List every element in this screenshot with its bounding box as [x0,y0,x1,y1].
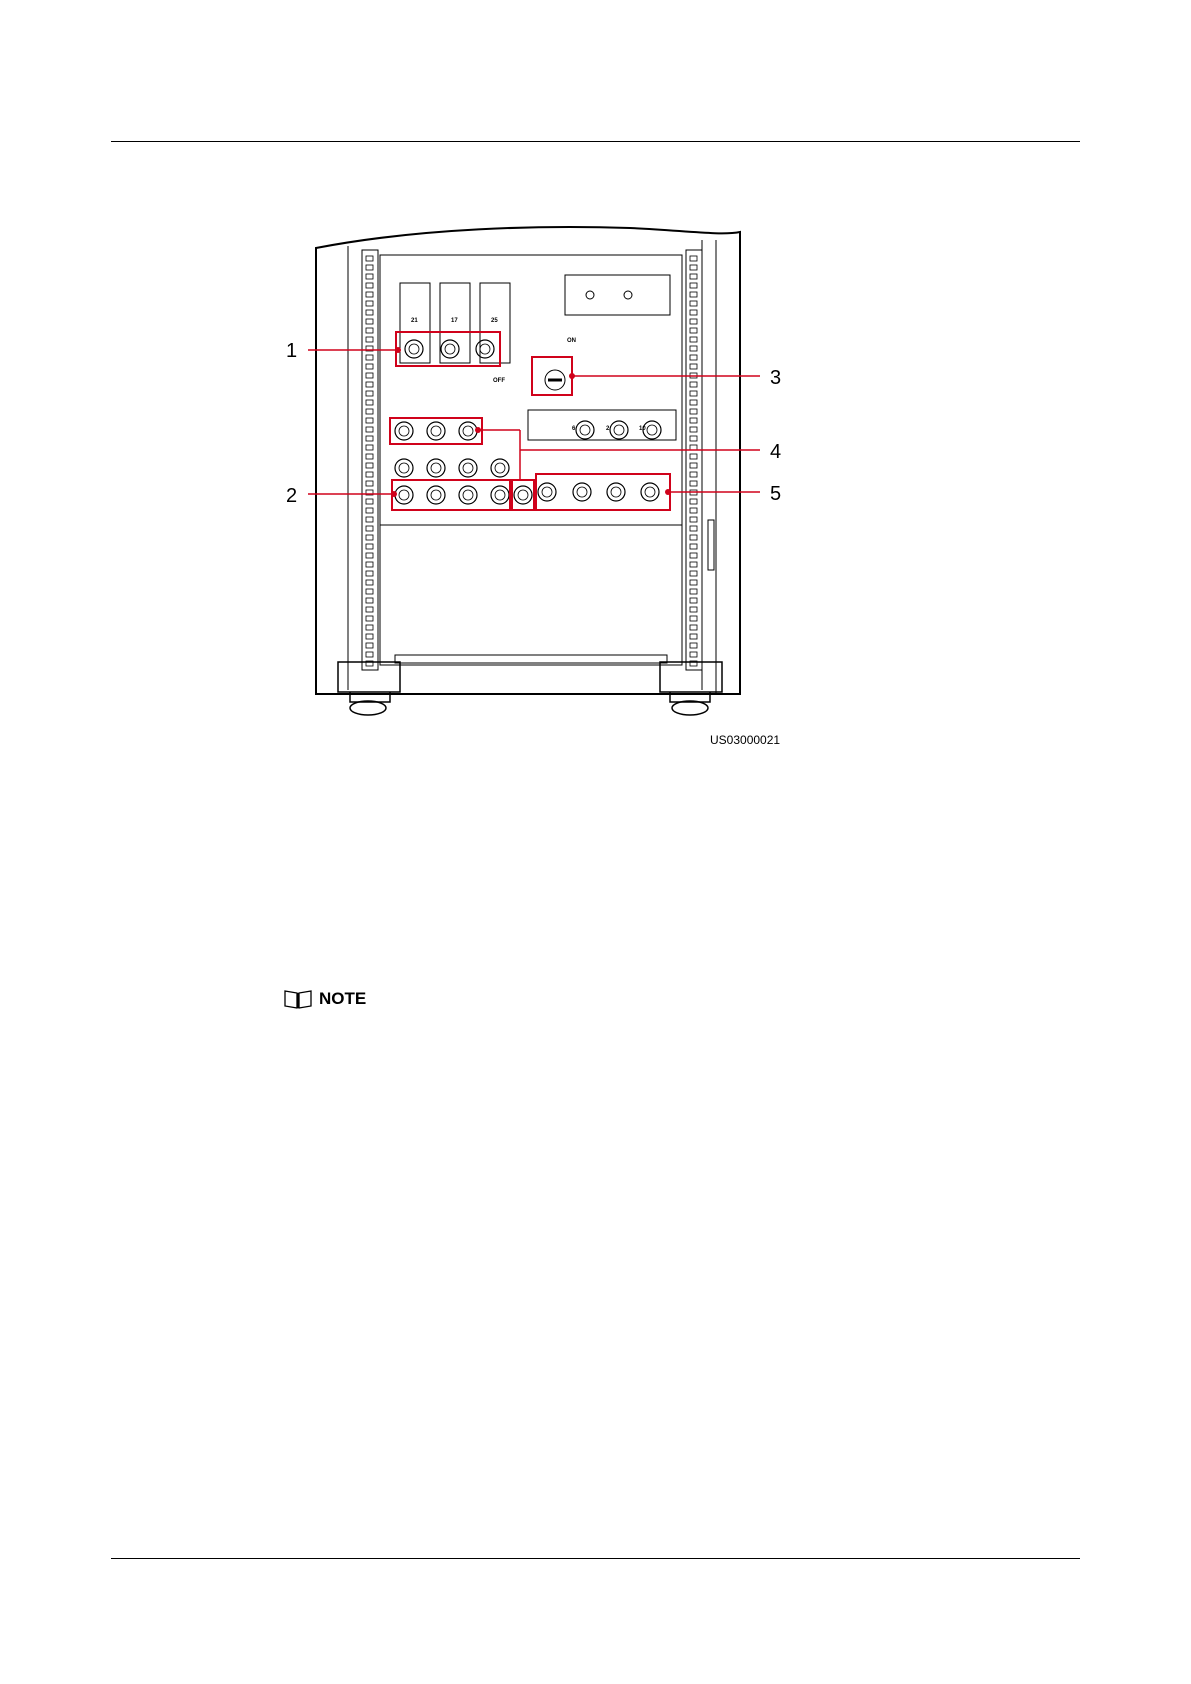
terminal-lug [514,486,532,504]
terminal-lug-bolt [399,490,409,500]
rail-hole [690,346,697,351]
rail-hole [690,292,697,297]
terminal-label: 10 [639,426,646,432]
terminal-lug [576,421,594,439]
base-plate [395,655,667,663]
terminal-lug [491,486,509,504]
terminal-lug [573,483,591,501]
callout-dot [391,491,397,497]
terminal-label: 6 [572,426,576,432]
callout-dot [665,489,671,495]
callout-4: 4 [770,441,782,463]
callout-dot [475,427,481,433]
terminal-lug-bolt [431,463,441,473]
note-label: NOTE [319,989,367,1008]
rail-hole [366,499,373,504]
rail-hole [366,301,373,306]
rail-hole [690,265,697,270]
rail-hole [366,328,373,333]
rail-hole [366,634,373,639]
rail-hole [366,607,373,612]
terminal-lug [607,483,625,501]
rail-hole [366,355,373,360]
rail-hole [690,418,697,423]
terminal-lug-bolt [495,463,505,473]
terminal-lug-bolt [495,490,505,500]
rail-hole [366,364,373,369]
bracket-screw [586,291,594,299]
rail-hole [690,310,697,315]
off-marking: OFF [493,378,505,384]
rail-hole [690,283,697,288]
rail-hole [366,256,373,261]
rail-hole [366,580,373,585]
terminal-label: 2 [606,426,610,432]
terminal-lug-bolt [399,426,409,436]
terminal-lug-bolt [577,487,587,497]
terminal-lug-bolt [542,487,552,497]
door-handle [708,520,714,570]
rail-hole [690,625,697,630]
terminal-lug-bolt [463,426,473,436]
rail-hole [366,283,373,288]
book-icon [283,988,313,1010]
terminal-lug-bolt [611,487,621,497]
terminal-label: 17 [451,318,458,324]
terminal-lug [427,459,445,477]
rail-hole [366,454,373,459]
highlight-box-2 [392,480,510,510]
rail-hole [366,553,373,558]
rail-hole [366,508,373,513]
terminal-lug [491,459,509,477]
terminal-lug-bolt [645,487,655,497]
rail-hole [690,580,697,585]
rail-hole [690,274,697,279]
figure-id: US03000021 [710,733,781,747]
terminal-lug [395,486,413,504]
callout-5: 5 [770,483,782,505]
terminal-lug-bolt [409,344,419,354]
terminal-lug-bolt [580,425,590,435]
rail-hole [690,517,697,522]
rail-hole [366,589,373,594]
rail-hole [690,526,697,531]
terminal-lug-bolt [399,463,409,473]
callout-2: 2 [286,485,298,507]
lower-compartment [380,525,682,665]
rail-hole [690,553,697,558]
rail-hole [690,436,697,441]
rail-hole [366,292,373,297]
terminal-lug-bolt [480,344,490,354]
rail-hole [366,310,373,315]
rail-hole [690,454,697,459]
callout-3: 3 [770,367,782,389]
rail-hole [690,616,697,621]
rail-hole [690,643,697,648]
terminal-lug-bolt [431,426,441,436]
rail-hole [690,409,697,414]
rail-hole [690,508,697,513]
rail-hole [366,544,373,549]
rail-hole [366,472,373,477]
highlight-boxes [390,332,670,510]
rail-hole [366,418,373,423]
highlight-box-1 [396,332,500,366]
rail-hole [366,445,373,450]
rail-hole [366,391,373,396]
rail-hole [366,427,373,432]
rail-hole [366,625,373,630]
rail-hole [690,355,697,360]
terminal-lug-bolt [463,490,473,500]
terminal-lug-bolt [518,490,528,500]
rail-hole [366,571,373,576]
rail-hole [366,652,373,657]
rail-hole [690,382,697,387]
terminal-lug [395,422,413,440]
note-heading [283,988,366,1010]
terminal-lug [459,486,477,504]
rail-hole [690,607,697,612]
rail-hole [366,382,373,387]
terminal-lug [476,340,494,358]
terminal-lug [395,459,413,477]
rail-hole [366,643,373,648]
terminal-lug-bolt [647,425,657,435]
rail-hole [366,265,373,270]
rail-hole [690,562,697,567]
rail-hole [366,481,373,486]
rail-hole [366,535,373,540]
rail-hole [366,274,373,279]
terminal-lug [459,422,477,440]
rail-hole [366,337,373,342]
terminal-label: 25 [491,318,498,324]
rail-hole [690,652,697,657]
rail-hole [690,391,697,396]
callout-1: 1 [286,340,298,362]
terminal-lug-bolt [463,463,473,473]
terminal-label: 21 [411,318,418,324]
terminal-lug-bolt [445,344,455,354]
rail-hole [366,409,373,414]
terminal-lug [405,340,423,358]
rail-hole [690,364,697,369]
rail-hole [366,616,373,621]
cabinet-feet [338,662,722,715]
rail-hole [690,328,697,333]
terminal-lug [441,340,459,358]
rail-hole [366,562,373,567]
rail-hole [690,319,697,324]
terminal-lug [459,459,477,477]
rail-hole [366,436,373,441]
rail-hole [690,463,697,468]
callout-dot [569,373,575,379]
highlight-box-4b [512,480,534,510]
rail-hole [690,481,697,486]
callout-dot [395,347,401,353]
bracket-screw [624,291,632,299]
terminal-lug [641,483,659,501]
rail-hole [690,301,697,306]
rail-hole [690,427,697,432]
rail-hole [690,535,697,540]
rail-hole [690,499,697,504]
rail-hole [366,319,373,324]
terminal-lug [427,486,445,504]
terminal-lug [538,483,556,501]
terminal-lug-bolt [614,425,624,435]
rail-hole [690,337,697,342]
rail-hole [690,256,697,261]
on-marking: ON [567,338,576,344]
rail-hole [690,589,697,594]
rail-hole [690,544,697,549]
rail-hole [366,517,373,522]
rail-hole [690,472,697,477]
terminal-lug-bolt [431,490,441,500]
rail-hole [366,463,373,468]
rail-hole [366,373,373,378]
terminal-lug [427,422,445,440]
rail-hole [366,526,373,531]
rail-hole [690,634,697,639]
terminal-lug [643,421,661,439]
rail-hole [690,571,697,576]
rail-hole [690,400,697,405]
rail-hole [366,598,373,603]
top-bracket [565,275,670,315]
footer-rule [111,1558,1080,1559]
rail-hole [690,598,697,603]
terminal-lug [610,421,628,439]
rail-hole [366,400,373,405]
